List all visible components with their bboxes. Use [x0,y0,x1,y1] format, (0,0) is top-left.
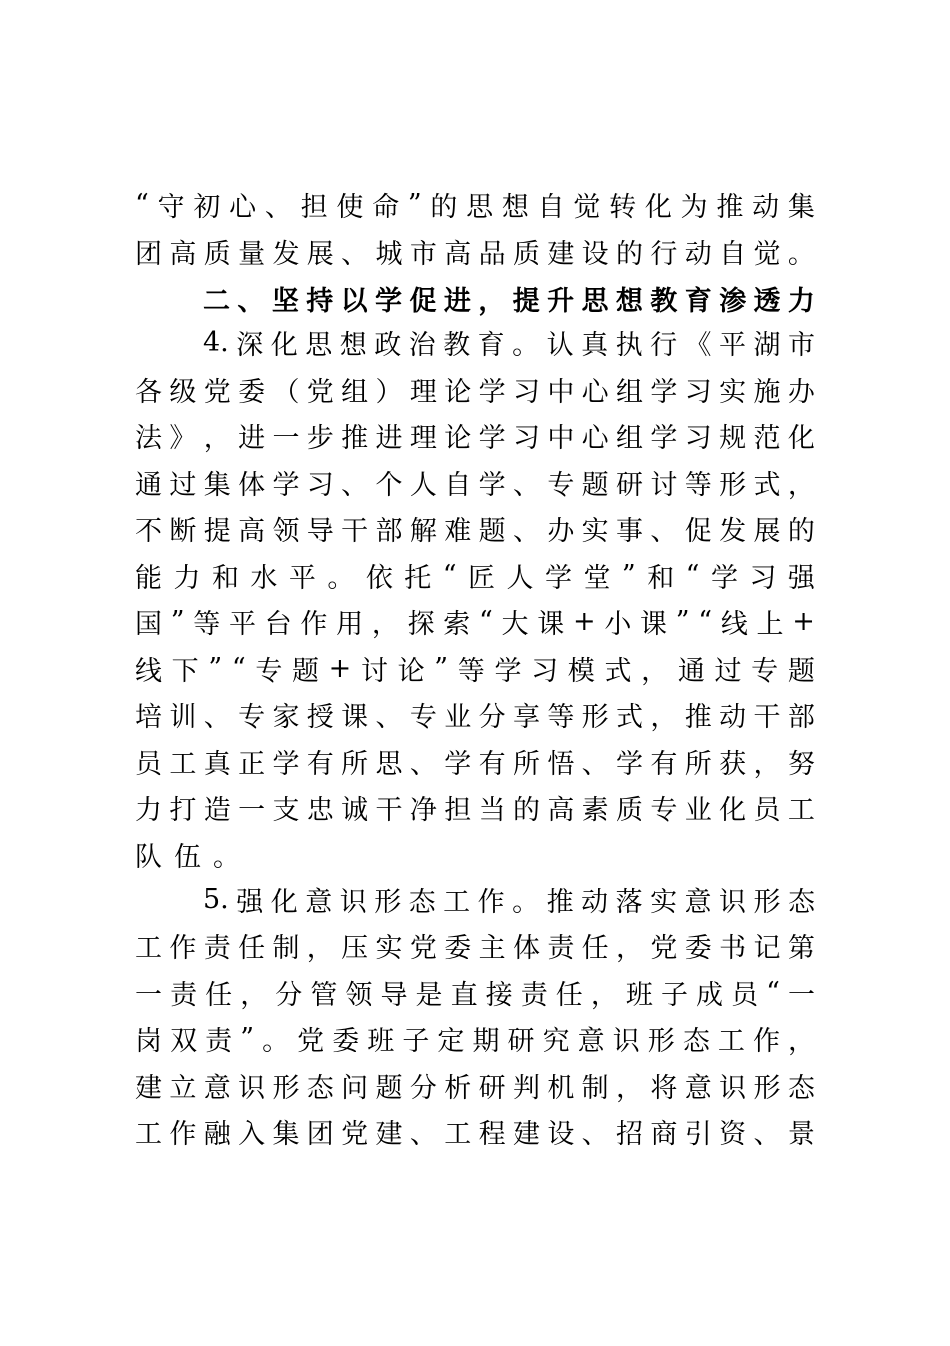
text-line: 培 训 、 专 家 授 课 、 专 业 分 享 等 形 式 ， 推 动 干 部 [135,701,815,733]
text-line: 不 断 提 高 领 导 干 部 解 难 题 、 办 实 事 、 促 发 展 的 [135,515,815,547]
text-line: 建 立 意 识 形 态 问 题 分 析 研 判 机 制 ， 将 意 识 形 态 [135,1072,815,1104]
section-heading: 二 、 坚 持 以 学 促 进 ， 提 升 思 想 教 育 渗 透 力 [203,285,815,317]
text-line: 工 作 责 任 制 ， 压 实 党 委 主 体 责 任 ， 党 委 书 记 第 [135,932,815,964]
text-line: 各 级 党 委 （ 党 组 ） 理 论 学 习 中 心 组 学 习 实 施 办 [135,376,815,408]
paragraph-heading-line: 4. 深 化 思 想 政 治 教 育 。 认 真 执 行 《 平 湖 市 [203,326,815,361]
text-line: 团 高 质 量 发 展 、 城 市 高 品 质 建 设 的 行 动 自 觉 。 [135,238,815,270]
text-line: 通 过 集 体 学 习 、 个 人 自 学 、 专 题 研 讨 等 形 式 ， [135,469,815,501]
text-line: 工 作 融 入 集 团 党 建 、 工 程 建 设 、 招 商 引 资 、 景 [135,1118,815,1150]
text-line: 法 》 ， 进 一 步 推 进 理 论 学 习 中 心 组 学 习 规 范 化 [135,422,815,454]
text-line: 员 工 真 正 学 有 所 思 、 学 有 所 悟 、 学 有 所 获 ， 努 [135,748,815,780]
text-line: “ 守 初 心 、 担 使 命 ” 的 思 想 自 觉 转 化 为 推 动 集 [135,188,815,223]
paragraph-heading-line: 5. 强 化 意 识 形 态 工 作 。 推 动 落 实 意 识 形 态 [203,883,815,918]
text-line: 一 责 任 ， 分 管 领 导 是 直 接 责 任 ， 班 子 成 员 “ 一 [135,976,815,1011]
text-line: 国 ” 等 平 台 作 用 ， 探 索 “ 大 课 + 小 课 ” “ 线 上 + [135,605,815,640]
text-line: 岗 双 责 ” 。 党 委 班 子 定 期 研 究 意 识 形 态 工 作 ， [135,1022,815,1057]
text-line: 线 下 ” “ 专 题 + 讨 论 ” 等 学 习 模 式 ， 通 过 专 题 [135,652,815,687]
text-line: 力 打 造 一 支 忠 诚 干 净 担 当 的 高 素 质 专 业 化 员 工 [135,794,815,826]
text-line: 队 伍 。 [135,841,240,873]
text-line: 能 力 和 水 平 。 依 托 “ 匠 人 学 堂 ” 和 “ 学 习 强 [135,559,815,594]
